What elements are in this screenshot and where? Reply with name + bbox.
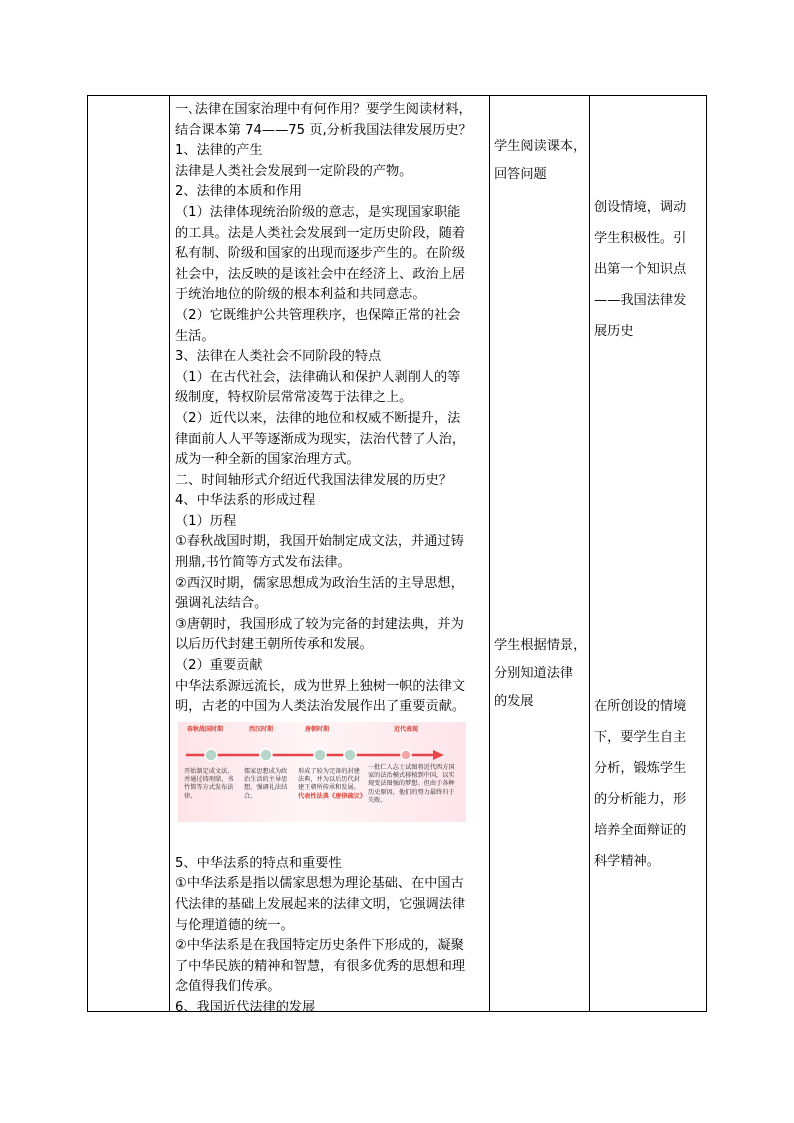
content-line: 法律是人类社会发展到一定阶段的产物。 [175,163,413,179]
design-intent-text [594,691,704,877]
timeline-node [401,750,411,760]
content-line: 于统治地位的阶级的根本利益和共同意志。 [175,287,426,303]
content-line: 6、我国近代法律的发展 [175,999,316,1015]
student-line: 学生根据情景， [494,638,587,653]
content-line: ②西汉时期，儒家思想成为政治生活的主导思想， [175,575,464,591]
column-divider [489,96,490,1011]
design-line: 在所创设的情境 [594,699,687,714]
design-line: 下，要学生自主 [594,730,687,745]
timeline-figure [178,722,466,822]
timeline-era-label: 近代表现 [393,725,418,733]
content-line: （1）在古代社会，法律确认和保护人剥削人的等 [175,369,461,385]
design-line: 的分析能力，形 [594,792,687,807]
timeline-description: 一批仁人志士试图将近代西方国家的法治模式移植到中国，以实现变法图强的梦想。但由于各种历史原因，他们的努力最终归于失败。 [368,763,455,804]
content-line: （2）近代以来，法律的地位和权威不断提升，法 [175,410,461,426]
content-line: ②中华法系是在我国特定历史条件下形成的，凝聚 [175,938,464,954]
content-line: 二、时间轴形式介绍近代我国法律发展的历史？ [175,472,452,488]
content-line: 与伦理道德的统一。 [175,917,294,933]
content-line: 5、中华法系的特点和重要性 [175,855,342,871]
student-line: 回答问题 [494,167,547,182]
design-line: ——我国法律发 [594,293,687,308]
content-line: 3、法律在人类社会不同阶段的特点 [175,349,382,365]
content-line: 社会中，法反映的是该社会中在经济上、政治上居 [175,266,466,282]
column-divider [589,96,590,1011]
design-line: 出第一个知识点 [594,262,687,277]
timeline-description: 开始制定成文法，并通过铸刑鼎、书竹简等方式发布法律。 [184,767,234,800]
design-intent-text [594,192,704,347]
content-line: 刑鼎,书竹简等方式发布法律。 [175,555,351,571]
content-line: ①春秋战国时期，我国开始制定成文法，并通过铸 [175,534,464,550]
content-line: 念值得我们传承。 [175,979,281,995]
student-activity-text [494,632,590,716]
lesson-table [87,95,707,1015]
content-line: 私有制、阶级和国家的出现而逐步产生的。在阶级 [175,246,466,262]
teaching-content-cell [170,96,486,1019]
content-line: 结合课本第 74——75 页,分析我国法律发展历史？ [175,122,472,138]
timeline-node [260,749,272,761]
content-line: 生活。 [175,328,215,344]
timeline-node [344,749,356,761]
teaching-content-text [175,854,486,1019]
content-line: 代法律的基础上发展起来的法律文明，它强调法律 [175,897,466,912]
design-line: 分析，锻炼学生 [594,761,687,776]
content-line: 4、中华法系的形成过程 [175,493,316,509]
content-line: （2）它既维护公共管理秩序，也保障正常的社会 [175,307,461,323]
timeline-era-label: 春秋战国时期 [186,725,223,733]
content-line: 的工具。法是人类社会发展到一定历史阶段，随着 [175,225,466,241]
timeline-era-label: 西汉时期 [248,725,273,733]
content-line: 中华法系源远流长，成为世界上独树一帜的法律文 [175,678,466,694]
timeline-code-note: 代表性法典《唐律疏议》 [298,792,367,800]
timeline-description: 形成了较为完备的封建法典，并为以后历代封建王朝所传承和发展。代表性法典《唐律疏议》 [298,767,367,800]
design-line: 学生积极性。引 [594,231,687,246]
teaching-content-text [175,100,486,718]
timeline-era-label: 唐朝时期 [304,725,329,733]
student-activity-text [494,133,590,189]
design-line: 科学精神。 [594,854,660,869]
content-line: （1）法律体现统治阶级的意志，是实现国家职能 [175,204,461,220]
student-line: 的发展 [494,694,534,709]
content-line: 强调礼法结合。 [175,596,268,612]
design-line: 创设情境，调动 [594,200,687,215]
content-line: 明，古老的中国为人类法治发展作出了重要贡献。 [175,699,466,715]
design-line: 培养全面辩证的 [594,823,687,838]
content-line: 1、法律的产生 [175,143,263,159]
content-line: 律面前人人平等逐渐成为现实，法治代替了人治， [175,431,466,447]
content-line: 成为一种全新的国家治理方式。 [175,452,360,468]
student-line: 学生阅读课本， [494,139,587,154]
content-line: ①中华法系是指以儒家思想为理论基础、在中国古 [175,876,464,892]
timeline-description: 儒家思想成为政治生活的主导思想，强调礼法结合。 [244,767,288,800]
content-line: 2、法律的本质和作用 [175,184,303,200]
content-line: （1）历程 [175,513,237,529]
content-line: 以后历代封建王朝所传承和发展。 [175,637,373,653]
content-line: 了中华民族的精神和智慧，有很多优秀的思想和理 [175,958,466,974]
timeline-node [205,749,217,761]
timeline-node [314,749,326,761]
student-line: 分别知道法律 [494,666,574,681]
content-line: ③唐朝时，我国形成了较为完备的封建法典，并为 [175,616,464,632]
content-line: 一､法律在国家治理中有何作用？要学生阅读材料， [175,102,472,117]
design-line: 展历史 [594,324,634,339]
content-line: （2）重要贡献 [175,658,263,674]
content-line: 级制度，特权阶层常常凌驾于法律之上。 [175,390,413,406]
